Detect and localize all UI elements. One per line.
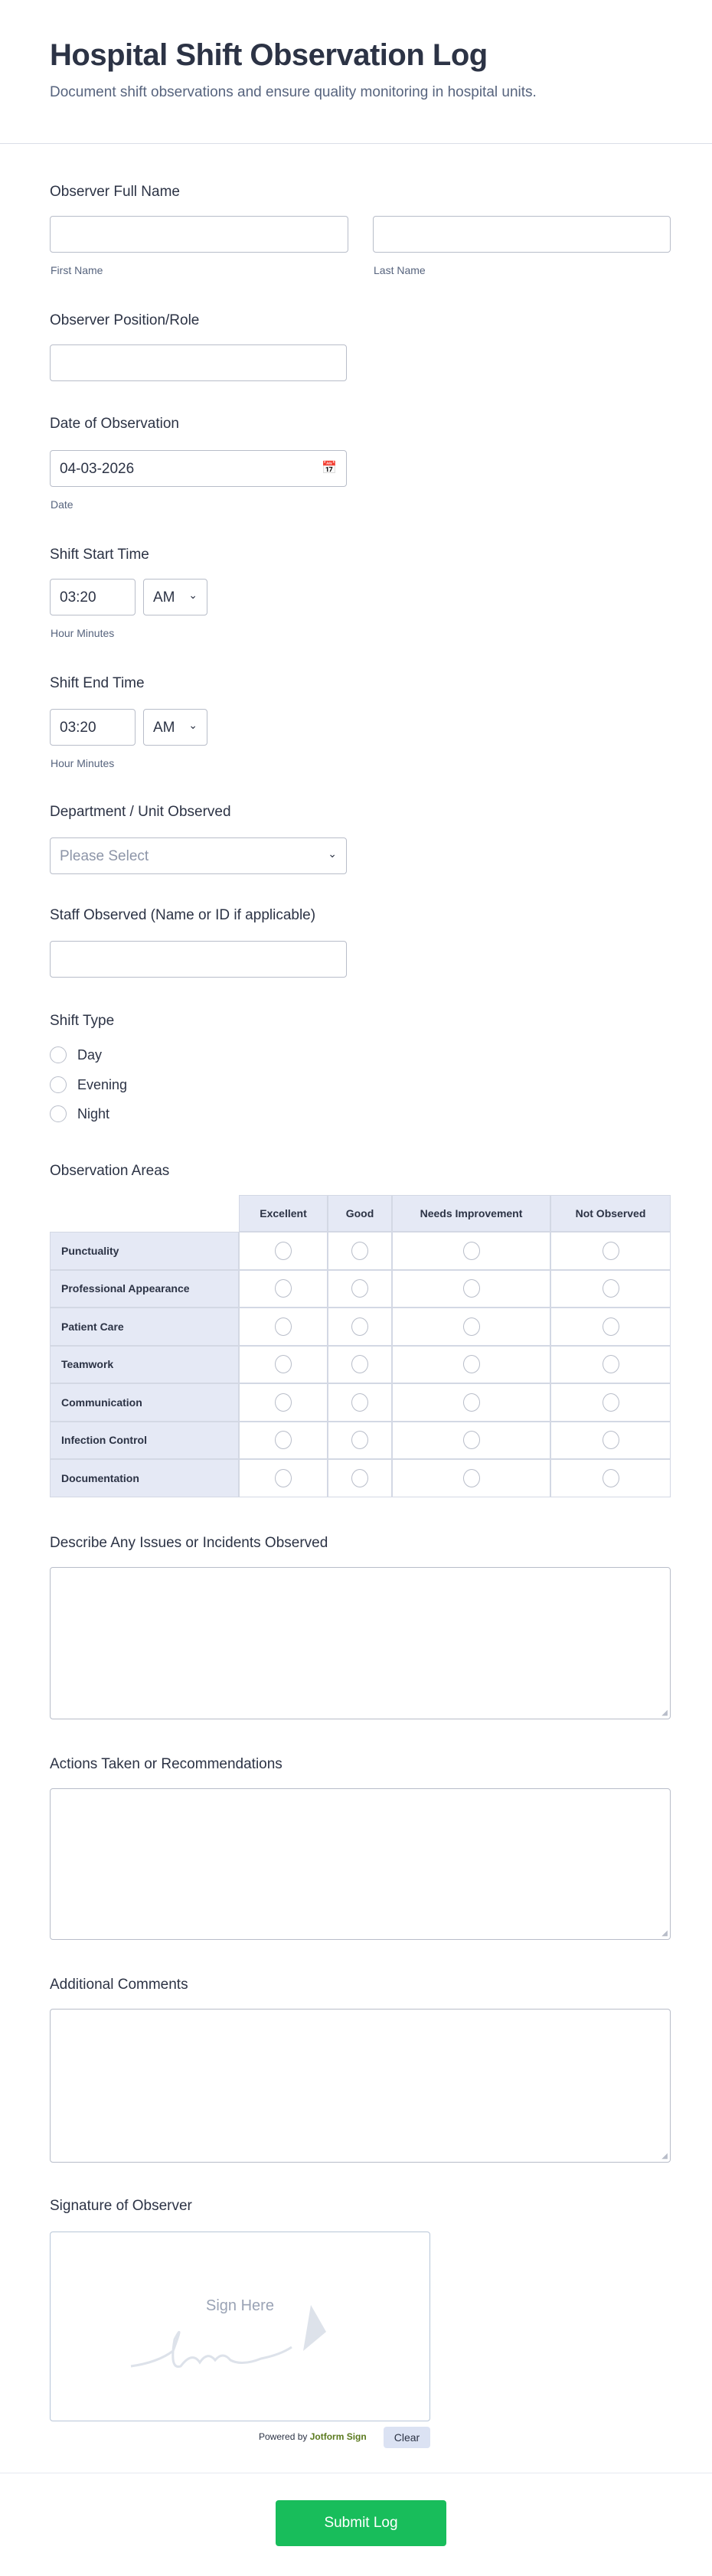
- matrix-cell: [328, 1459, 392, 1497]
- matrix-radio[interactable]: [463, 1279, 480, 1298]
- position-label: Observer Position/Role: [50, 312, 200, 328]
- matrix-cell: [392, 1422, 550, 1460]
- shift-start-ampm-select[interactable]: [143, 579, 207, 615]
- matrix-radio[interactable]: [351, 1393, 368, 1412]
- matrix-cell: [550, 1346, 671, 1384]
- signature-pad[interactable]: [50, 2232, 430, 2421]
- matrix-radio[interactable]: [275, 1393, 292, 1412]
- matrix-corner: [50, 1195, 239, 1232]
- matrix-cell: [328, 1383, 392, 1422]
- matrix-radio[interactable]: [463, 1355, 480, 1373]
- date-value: 04-03-2026: [60, 461, 135, 477]
- issues-textarea[interactable]: [50, 1567, 671, 1719]
- matrix-cell: [392, 1346, 550, 1384]
- matrix-cell: [239, 1270, 328, 1308]
- actions-textarea[interactable]: [50, 1788, 671, 1940]
- matrix-col-header: Good: [328, 1195, 392, 1232]
- matrix-cell: [550, 1232, 671, 1270]
- matrix-row-label: Professional Appearance: [50, 1270, 239, 1308]
- matrix-row: [50, 1383, 671, 1422]
- matrix-cell: [328, 1308, 392, 1346]
- resize-handle-icon[interactable]: ◢: [661, 2152, 668, 2160]
- shift-end-ampm-select[interactable]: [143, 709, 207, 746]
- option-label: Day: [77, 1047, 103, 1063]
- matrix-row-label: Infection Control: [50, 1422, 239, 1460]
- shift-start-time-value: 03:20: [60, 589, 96, 606]
- submit-button[interactable]: Submit Log: [276, 2500, 446, 2546]
- matrix-radio[interactable]: [463, 1317, 480, 1336]
- department-select[interactable]: [50, 837, 347, 874]
- shift-start-label: Shift Start Time: [50, 547, 149, 563]
- last-name-sublabel: Last Name: [374, 264, 426, 276]
- matrix-cell: [392, 1232, 550, 1270]
- comments-label: Additional Comments: [50, 1977, 188, 1993]
- resize-handle-icon[interactable]: ◢: [661, 1709, 668, 1717]
- calendar-icon[interactable]: 📅: [322, 462, 337, 475]
- matrix-radio[interactable]: [603, 1242, 619, 1260]
- matrix-radio[interactable]: [275, 1242, 292, 1260]
- matrix-cell: [328, 1270, 392, 1308]
- matrix-radio[interactable]: [463, 1469, 480, 1487]
- matrix-cell: [239, 1383, 328, 1422]
- department-placeholder: Please Select: [60, 848, 149, 864]
- shift-end-sublabel: Hour Minutes: [51, 757, 115, 769]
- actions-label: Actions Taken or Recommendations: [50, 1756, 283, 1772]
- matrix-radio[interactable]: [603, 1317, 619, 1336]
- matrix-radio[interactable]: [275, 1469, 292, 1487]
- last-name-input[interactable]: [373, 216, 671, 253]
- shift-end-time-value: 03:20: [60, 720, 96, 736]
- sign-here-placeholder: Sign Here: [206, 2297, 274, 2314]
- chevron-down-icon: ⌄: [328, 847, 337, 860]
- matrix-radio[interactable]: [463, 1393, 480, 1412]
- matrix-radio[interactable]: [603, 1279, 619, 1298]
- matrix-cell: [239, 1308, 328, 1346]
- staff-input[interactable]: [50, 941, 347, 978]
- matrix-radio[interactable]: [603, 1431, 619, 1449]
- date-input[interactable]: [50, 450, 347, 487]
- jotform-sign-brand: Jotform Sign: [309, 2431, 367, 2442]
- signature-label: Signature of Observer: [50, 2198, 192, 2214]
- option-label: Night: [77, 1106, 110, 1121]
- matrix-col-header: Not Observed: [550, 1195, 671, 1232]
- header-divider: [0, 143, 712, 144]
- matrix-radio[interactable]: [603, 1469, 619, 1487]
- shift-end-time-input[interactable]: [50, 709, 136, 746]
- matrix-radio[interactable]: [603, 1393, 619, 1412]
- matrix-radio[interactable]: [275, 1355, 292, 1373]
- powered-by-text: Powered by: [259, 2431, 308, 2442]
- chevron-down-icon: ⌄: [188, 719, 198, 731]
- department-label: Department / Unit Observed: [50, 804, 231, 820]
- matrix-cell: [550, 1308, 671, 1346]
- matrix-radio[interactable]: [351, 1279, 368, 1298]
- matrix-cell: [392, 1383, 550, 1422]
- chevron-down-icon: ⌄: [188, 589, 198, 601]
- matrix-cell: [239, 1232, 328, 1270]
- matrix-radio[interactable]: [463, 1242, 480, 1260]
- observation-matrix: [50, 1195, 671, 1497]
- matrix-row: [50, 1422, 671, 1460]
- matrix-cell: [239, 1459, 328, 1497]
- matrix-cell: [550, 1270, 671, 1308]
- resize-handle-icon[interactable]: ◢: [661, 1929, 668, 1938]
- matrix-radio[interactable]: [275, 1279, 292, 1298]
- form-title: Hospital Shift Observation Log: [50, 38, 488, 72]
- first-name-sublabel: First Name: [51, 264, 103, 276]
- matrix-row-label: Punctuality: [50, 1232, 239, 1270]
- matrix-cell: [239, 1422, 328, 1460]
- matrix-row-label: Documentation: [50, 1459, 239, 1497]
- full-name-label: Observer Full Name: [50, 184, 180, 200]
- matrix-row: [50, 1308, 671, 1346]
- matrix-radio[interactable]: [275, 1431, 292, 1449]
- shift-start-sublabel: Hour Minutes: [51, 627, 115, 639]
- date-sublabel: Date: [51, 498, 73, 511]
- shift-end-ampm-value: AM: [153, 720, 175, 736]
- comments-textarea[interactable]: [50, 2009, 671, 2163]
- matrix-radio[interactable]: [275, 1317, 292, 1336]
- matrix-radio[interactable]: [351, 1317, 368, 1336]
- shift-type-label: Shift Type: [50, 1013, 115, 1029]
- shift-start-time-input[interactable]: [50, 579, 136, 615]
- matrix-cell: [328, 1346, 392, 1384]
- matrix-row: [50, 1232, 671, 1270]
- matrix-radio[interactable]: [603, 1355, 619, 1373]
- issues-label: Describe Any Issues or Incidents Observed: [50, 1535, 328, 1551]
- matrix-col-header: Excellent: [239, 1195, 328, 1232]
- matrix-row: [50, 1346, 671, 1384]
- clear-signature-button[interactable]: Clear: [384, 2427, 430, 2448]
- date-label: Date of Observation: [50, 416, 179, 432]
- matrix-col-header: Needs Improvement: [392, 1195, 550, 1232]
- matrix-cell: [392, 1308, 550, 1346]
- first-name-input[interactable]: [50, 216, 348, 253]
- option-label: Evening: [77, 1077, 128, 1092]
- matrix-row: [50, 1270, 671, 1308]
- matrix-radio[interactable]: [351, 1431, 368, 1449]
- matrix-radio[interactable]: [351, 1242, 368, 1260]
- matrix-cell: [328, 1422, 392, 1460]
- position-input[interactable]: [50, 344, 347, 381]
- powered-by: [259, 2431, 367, 2442]
- matrix-radio[interactable]: [351, 1469, 368, 1487]
- matrix-radio[interactable]: [351, 1355, 368, 1373]
- matrix-row: [50, 1459, 671, 1497]
- matrix-label: Observation Areas: [50, 1163, 170, 1179]
- shift-end-label: Shift End Time: [50, 675, 145, 691]
- matrix-row-label: Communication: [50, 1383, 239, 1422]
- matrix-cell: [392, 1459, 550, 1497]
- matrix-cell: [328, 1232, 392, 1270]
- matrix-cell: [239, 1346, 328, 1384]
- shift-start-ampm-value: AM: [153, 589, 175, 606]
- matrix-cell: [392, 1270, 550, 1308]
- form-subtitle: Document shift observations and ensure quality monitoring in hospital units.: [50, 84, 537, 100]
- staff-label: Staff Observed (Name or ID if applicable): [50, 907, 316, 923]
- matrix-radio[interactable]: [463, 1431, 480, 1449]
- matrix-row-label: Patient Care: [50, 1308, 239, 1346]
- matrix-row-label: Teamwork: [50, 1346, 239, 1384]
- matrix-cell: [550, 1459, 671, 1497]
- matrix-cell: [550, 1383, 671, 1422]
- matrix-cell: [550, 1422, 671, 1460]
